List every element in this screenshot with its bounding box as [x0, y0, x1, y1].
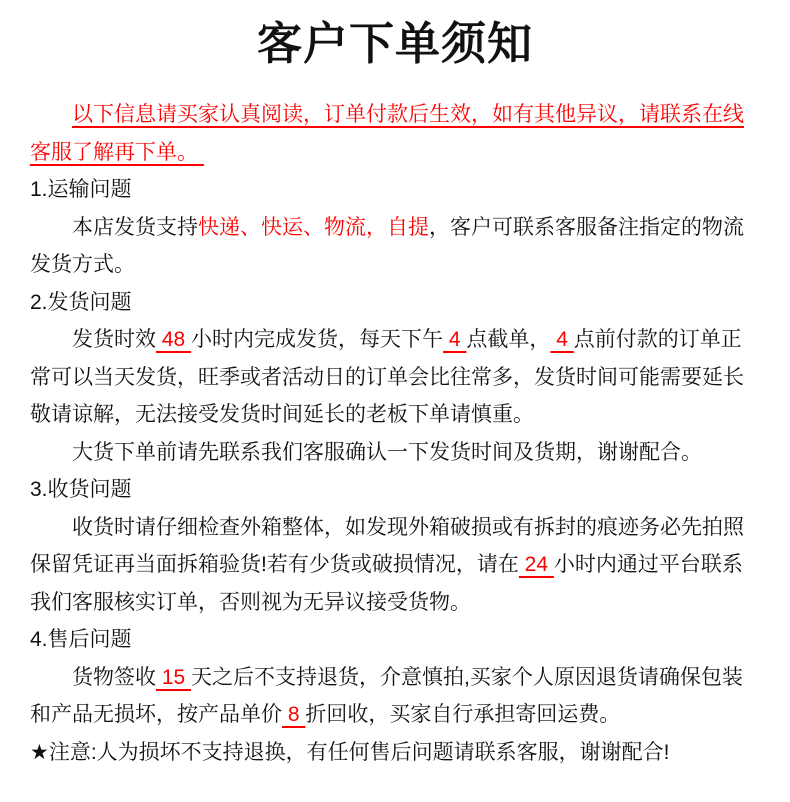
highlight-run: 4 [550, 328, 574, 351]
paragraph-note-10 [30, 734, 760, 772]
text-run: 2.发货问题 [30, 290, 132, 314]
highlight-run: 8 [282, 703, 306, 726]
highlight-run: 以下信息请买家认真阅读，订单付款后生效，如有其他异议，请联系在线客服了解再下单。 [30, 103, 744, 164]
paragraph-body-2 [30, 209, 760, 284]
paragraph-heading-6 [30, 471, 760, 509]
text-run: 折回收，买家自行承担寄回运费。 [305, 703, 621, 726]
text-run: 大货下单前请先联系我们客服确认一下发货时间及货期，谢谢配合。 [72, 440, 702, 464]
text-run: 3.收货问题 [30, 478, 132, 501]
text-run: 本店发货支持 [72, 215, 198, 239]
paragraph-heading-1 [30, 171, 760, 209]
paragraph-body-4 [30, 321, 760, 434]
text-run: ，客户可联系客服备注指定的物流发货方式。 [30, 215, 744, 276]
text-run: ★注意:人为损坏不支持退换，有任何售后问题请联系客服，谢谢配合! [30, 740, 670, 764]
highlight-run: 15 [156, 665, 192, 689]
page-title: 客户下单须知 [256, 18, 533, 69]
notice-body [0, 72, 790, 771]
text-run: 小时内完成发货，每天下午 [191, 328, 444, 351]
text-run: 天之后不支持退货，介意慎拍,买家个人原因退货请确保包装和产品无损坏，按产品单价 [30, 665, 743, 726]
paragraph-body-5 [30, 434, 760, 472]
highlight-run: 48 [156, 328, 192, 351]
text-run: 货物签收 [72, 665, 156, 689]
text-run: 4.售后问题 [30, 628, 132, 651]
paragraph-heading-8 [30, 621, 760, 659]
text-run: 收货时请仔细检查外箱整体，如发现外箱破损或有拆封的痕迹务必先拍照保留凭证再当面拆箱验货!若有少货或破损情况，请在 [30, 515, 744, 576]
text-run: 1.运输问题 [30, 178, 132, 201]
text-run: 发货时效 [72, 328, 156, 351]
highlight-run: 快递、快运、物流，自提 [198, 215, 429, 239]
paragraph-heading-3 [30, 284, 760, 322]
paragraph-body-7 [30, 509, 760, 622]
text-run: 小时内通过平台联系我们客服核实订单，否则视为无异议接受货物。 [30, 553, 743, 614]
highlight-run: 4 [443, 328, 467, 351]
text-run: 点前付款的订单正常可以当天发货，旺季或者活动日的订单会比往常多，发货时间可能需要延长敬请谅解，无法接受发货时间延长的老板下单请慎重。 [30, 328, 744, 426]
highlight-run: 24 [518, 553, 554, 576]
paragraph-intro-0 [30, 96, 760, 171]
paragraph-body-9 [30, 659, 760, 734]
text-run: 点截单， [466, 328, 551, 351]
